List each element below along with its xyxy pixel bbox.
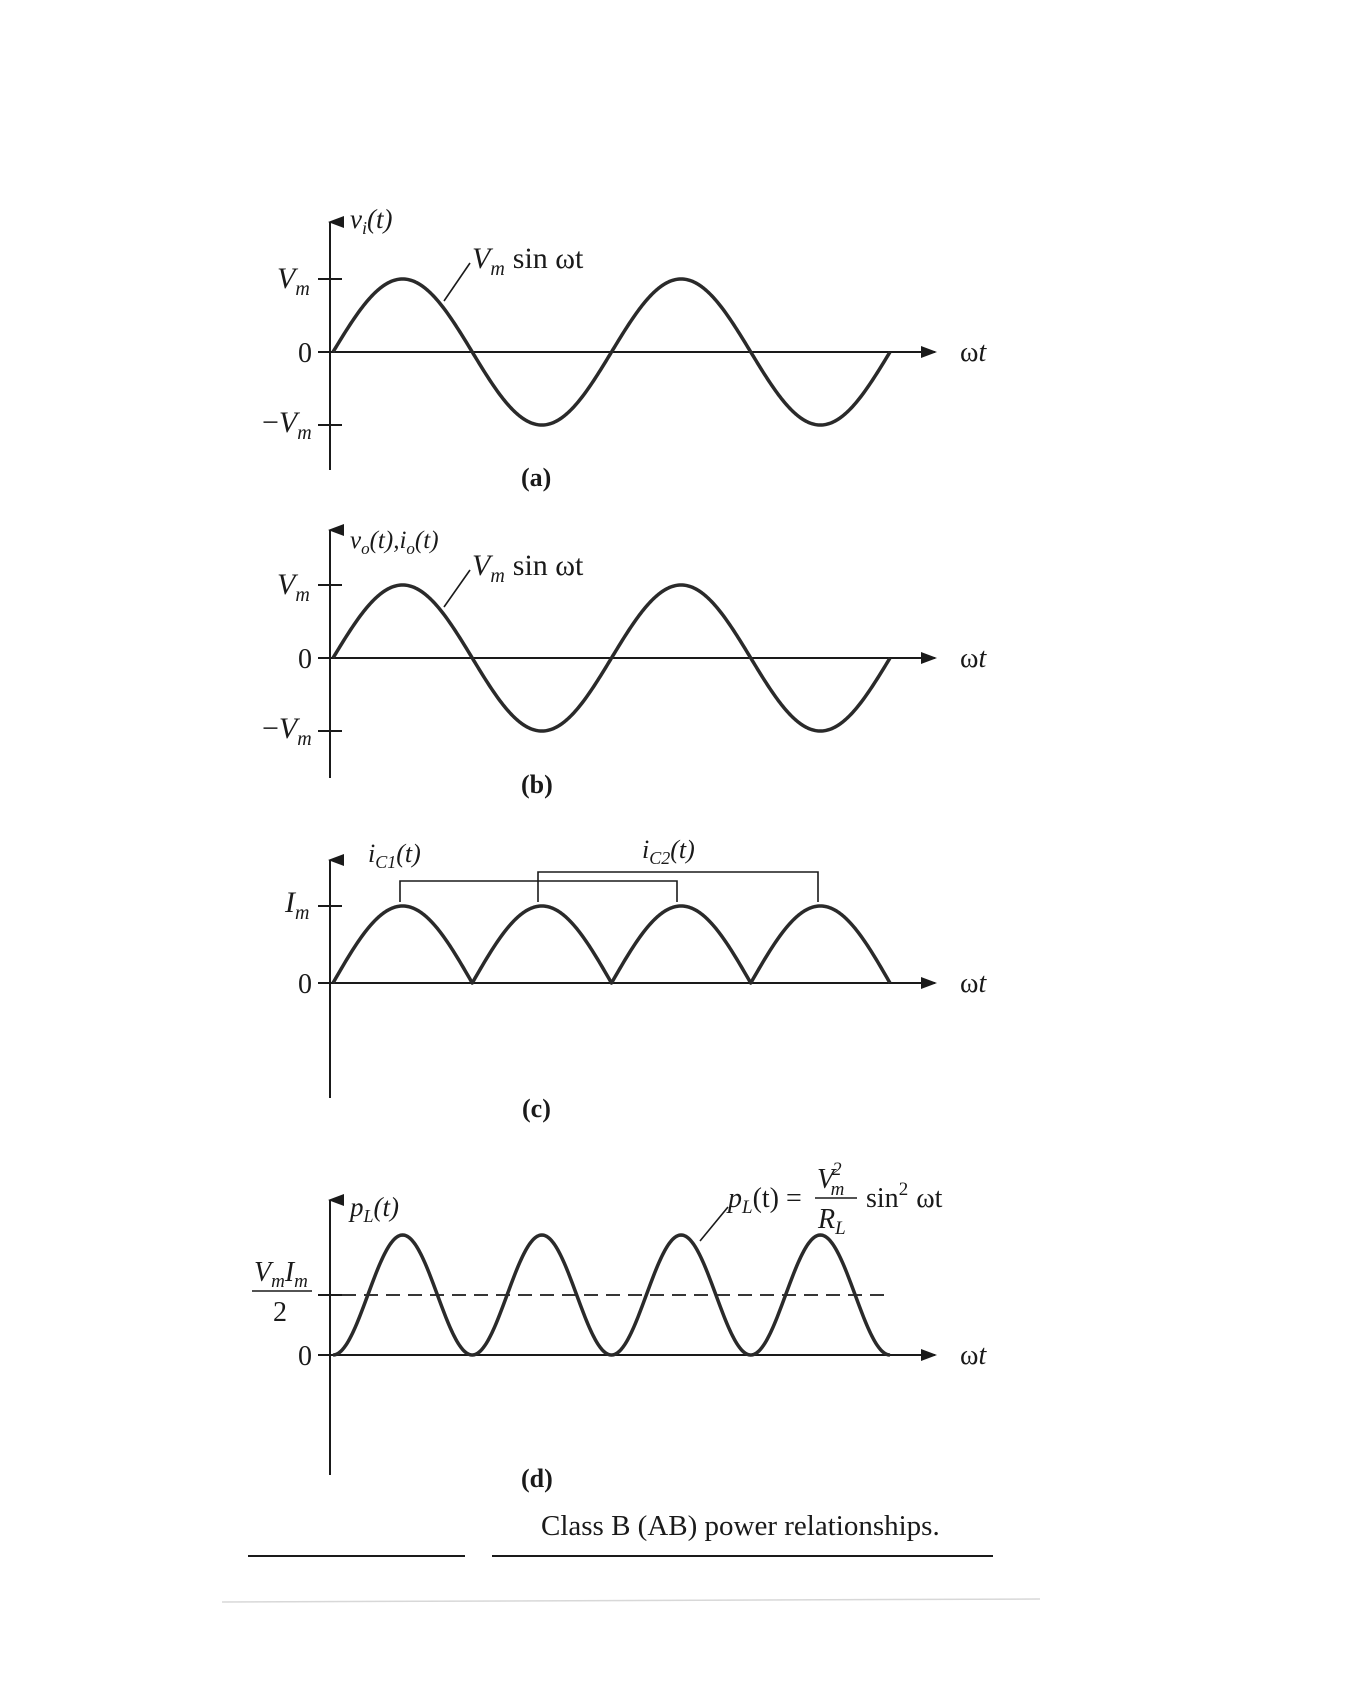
panel-c-tick-label-zero: 0	[298, 969, 312, 1000]
panel-d	[252, 1159, 987, 1493]
panel-c	[284, 835, 987, 1123]
panel-a	[262, 204, 987, 492]
panel-a-x-label: ωt	[960, 337, 987, 368]
panel-c-tick-label-im: $I_m$	[285, 886, 310, 924]
panel-c-x-label: ωt	[960, 968, 987, 999]
panel-c-bracket-label-ic2: $i_{C2}(t)$	[642, 835, 695, 868]
panel-d-leader	[700, 1207, 728, 1241]
panel-d-tick-label-zero: 0	[298, 1341, 312, 1372]
panel-d-eq-sin: $\sin^2 \omega t$	[866, 1179, 943, 1214]
panel-d-curve-label	[726, 1159, 943, 1239]
panel-a-tick-label-zero: 0	[298, 338, 312, 369]
panel-b-tick-label-vm: $V_m$	[277, 568, 310, 606]
panel-a-caption: (a)	[521, 463, 552, 492]
panel-c-caption: (c)	[522, 1094, 551, 1123]
panel-d-eq-lhs: $p_L(t)$ =	[728, 1183, 802, 1218]
panel-d-tick-label-avg-num: $V_mI_m$	[254, 1257, 308, 1292]
panel-b-tick-label-zero: 0	[298, 644, 312, 675]
panel-b-curve-label: $V_m$ sin ωt	[472, 549, 584, 587]
panel-d-eq-numerator: V2 m	[817, 1159, 845, 1200]
panel-c-bracket-label-ic1: $i_{C1}(t)$	[368, 839, 421, 872]
panel-a-y-label: $v_i(t)$	[350, 204, 393, 238]
figure-caption: Class B (AB) power relationships.	[541, 1510, 940, 1542]
panel-d-y-label: $p_L(t)$	[350, 1192, 399, 1226]
panel-a-curve-label: $V_m$ sin ωt	[472, 242, 584, 280]
panel-a-tick-label-negvm: $-V_m$	[262, 406, 312, 444]
panel-b-tick-label-negvm: $-V_m$	[262, 712, 312, 750]
panel-d-x-label: ωt	[960, 1340, 987, 1371]
panel-d-eq-denominator: $R_L$	[818, 1204, 846, 1239]
panel-b-leader	[444, 570, 470, 607]
panel-c-rectified-curve	[333, 906, 890, 983]
page-edge-line	[222, 1599, 1040, 1602]
panel-d-tick-label-avg-den: 2	[273, 1297, 287, 1328]
panel-c-bracket-ic2	[538, 872, 818, 902]
panel-b-x-label: ωt	[960, 643, 987, 674]
panel-a-leader	[444, 263, 470, 301]
panel-b-caption: (b)	[521, 770, 553, 799]
panel-b	[262, 527, 987, 799]
panel-a-tick-label-vm: $V_m$	[277, 262, 310, 300]
panel-b-y-label: $v_o(t),i_o(t)$	[350, 527, 439, 558]
panel-d-caption: (d)	[521, 1464, 553, 1493]
